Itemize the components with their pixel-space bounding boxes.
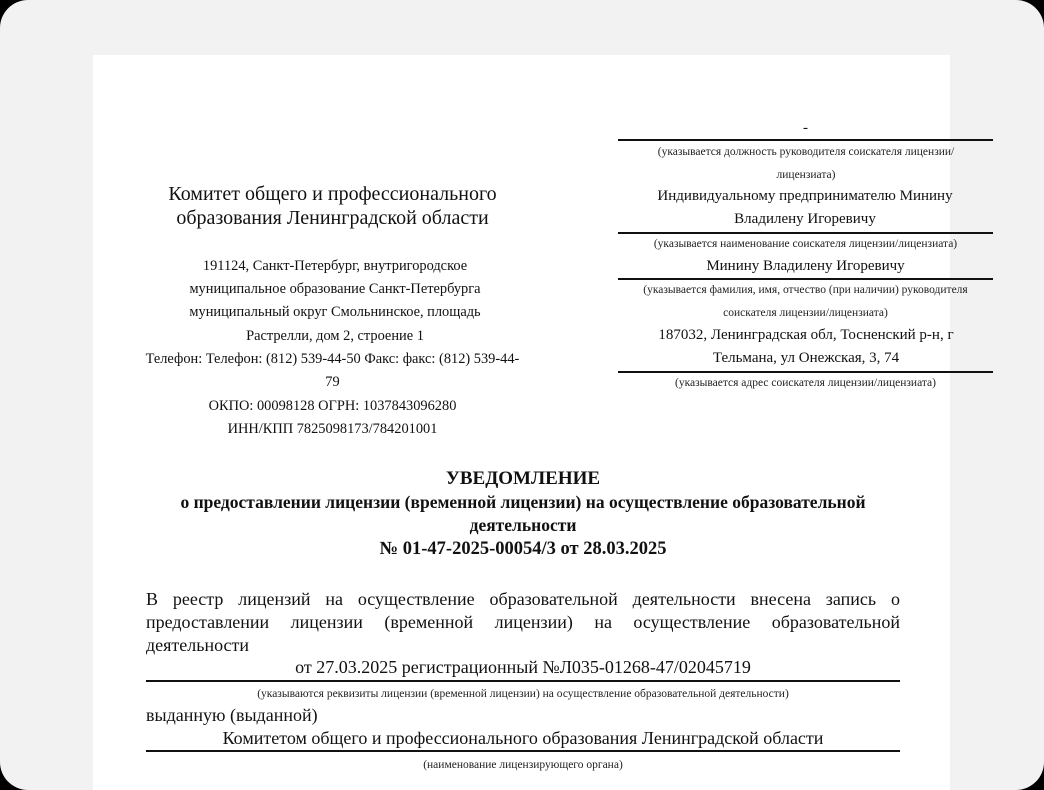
recipient-position-caption: (указывается должность руководителя соискателя лицензии/лицензиата)	[657, 146, 955, 181]
notice-number: № 01-47-2025-00054/3 от 28.03.2025	[379, 538, 667, 559]
organization-address: 191124, Санкт-Петербург, внутригородское муниципальное образование Санкт-Петербурга муниципальный округ Смольнинское, площадь Растрелли, дом 2, строение 1	[189, 258, 481, 344]
recipient-address-caption: (указывается адрес соискателя лицензии/лицензиата)	[675, 377, 936, 389]
notice-heading: УВЕДОМЛЕНИЕ	[445, 468, 601, 489]
document-page	[93, 55, 968, 790]
recipient-head-value: Минину Владилену Игоревичу	[706, 258, 905, 274]
organization-inn-kpp: ИНН/КПП 7825098173/784201001	[227, 421, 438, 437]
divider-line	[146, 750, 900, 752]
license-details: от 27.03.2025 регистрационный №Л035-01268-47/02045719	[295, 657, 751, 677]
divider-line	[146, 680, 900, 682]
organization-name: Комитет общего и профессионального образования Ленинградской области	[168, 183, 497, 229]
organization-phone: Телефон: Телефон: (812) 539-44-50 Факс: факс: (812) 539-44-79	[145, 351, 520, 391]
recipient-address-value: 187032, Ленинградская обл, Тосненский р-н, г Тельмана, ул Онежская, 3, 74	[658, 327, 954, 366]
recipient-name-caption: (указывается наименование соискателя лицензии/лицензиата)	[653, 238, 958, 250]
recipient-name-value: Индивидуальному предпринимателю Минину Владилену Игоревичу	[657, 188, 953, 227]
organization-okpo-ogrn: ОКПО: 00098128 ОГРН: 1037843096280	[208, 398, 457, 414]
recipient-head-caption: (указывается фамилия, имя, отчество (при наличии) руководителя соискателя лицензии/лицензиата)	[643, 284, 968, 319]
issued-label: выданную (выданной)	[146, 705, 318, 725]
issuer-name: Комитетом общего и профессионального образования Ленинградской области	[222, 728, 824, 748]
license-details-caption: (указываются реквизиты лицензии (временной лицензии) на осуществление образовательной деятельности)	[257, 688, 789, 700]
recipient-position-value: -	[803, 120, 808, 136]
body-paragraph: В реестр лицензий на осуществление образовательной деятельности внесена запись о предоставлении лицензии (временной лицензии) на осуществление образовательной деятельности	[146, 589, 900, 655]
issuer-caption: (наименование лицензирующего органа)	[423, 759, 623, 771]
notice-subject: о предоставлении лицензии (временной лицензии) на осуществление образовательной деятельности	[180, 491, 866, 535]
notice-title	[138, 467, 908, 561]
